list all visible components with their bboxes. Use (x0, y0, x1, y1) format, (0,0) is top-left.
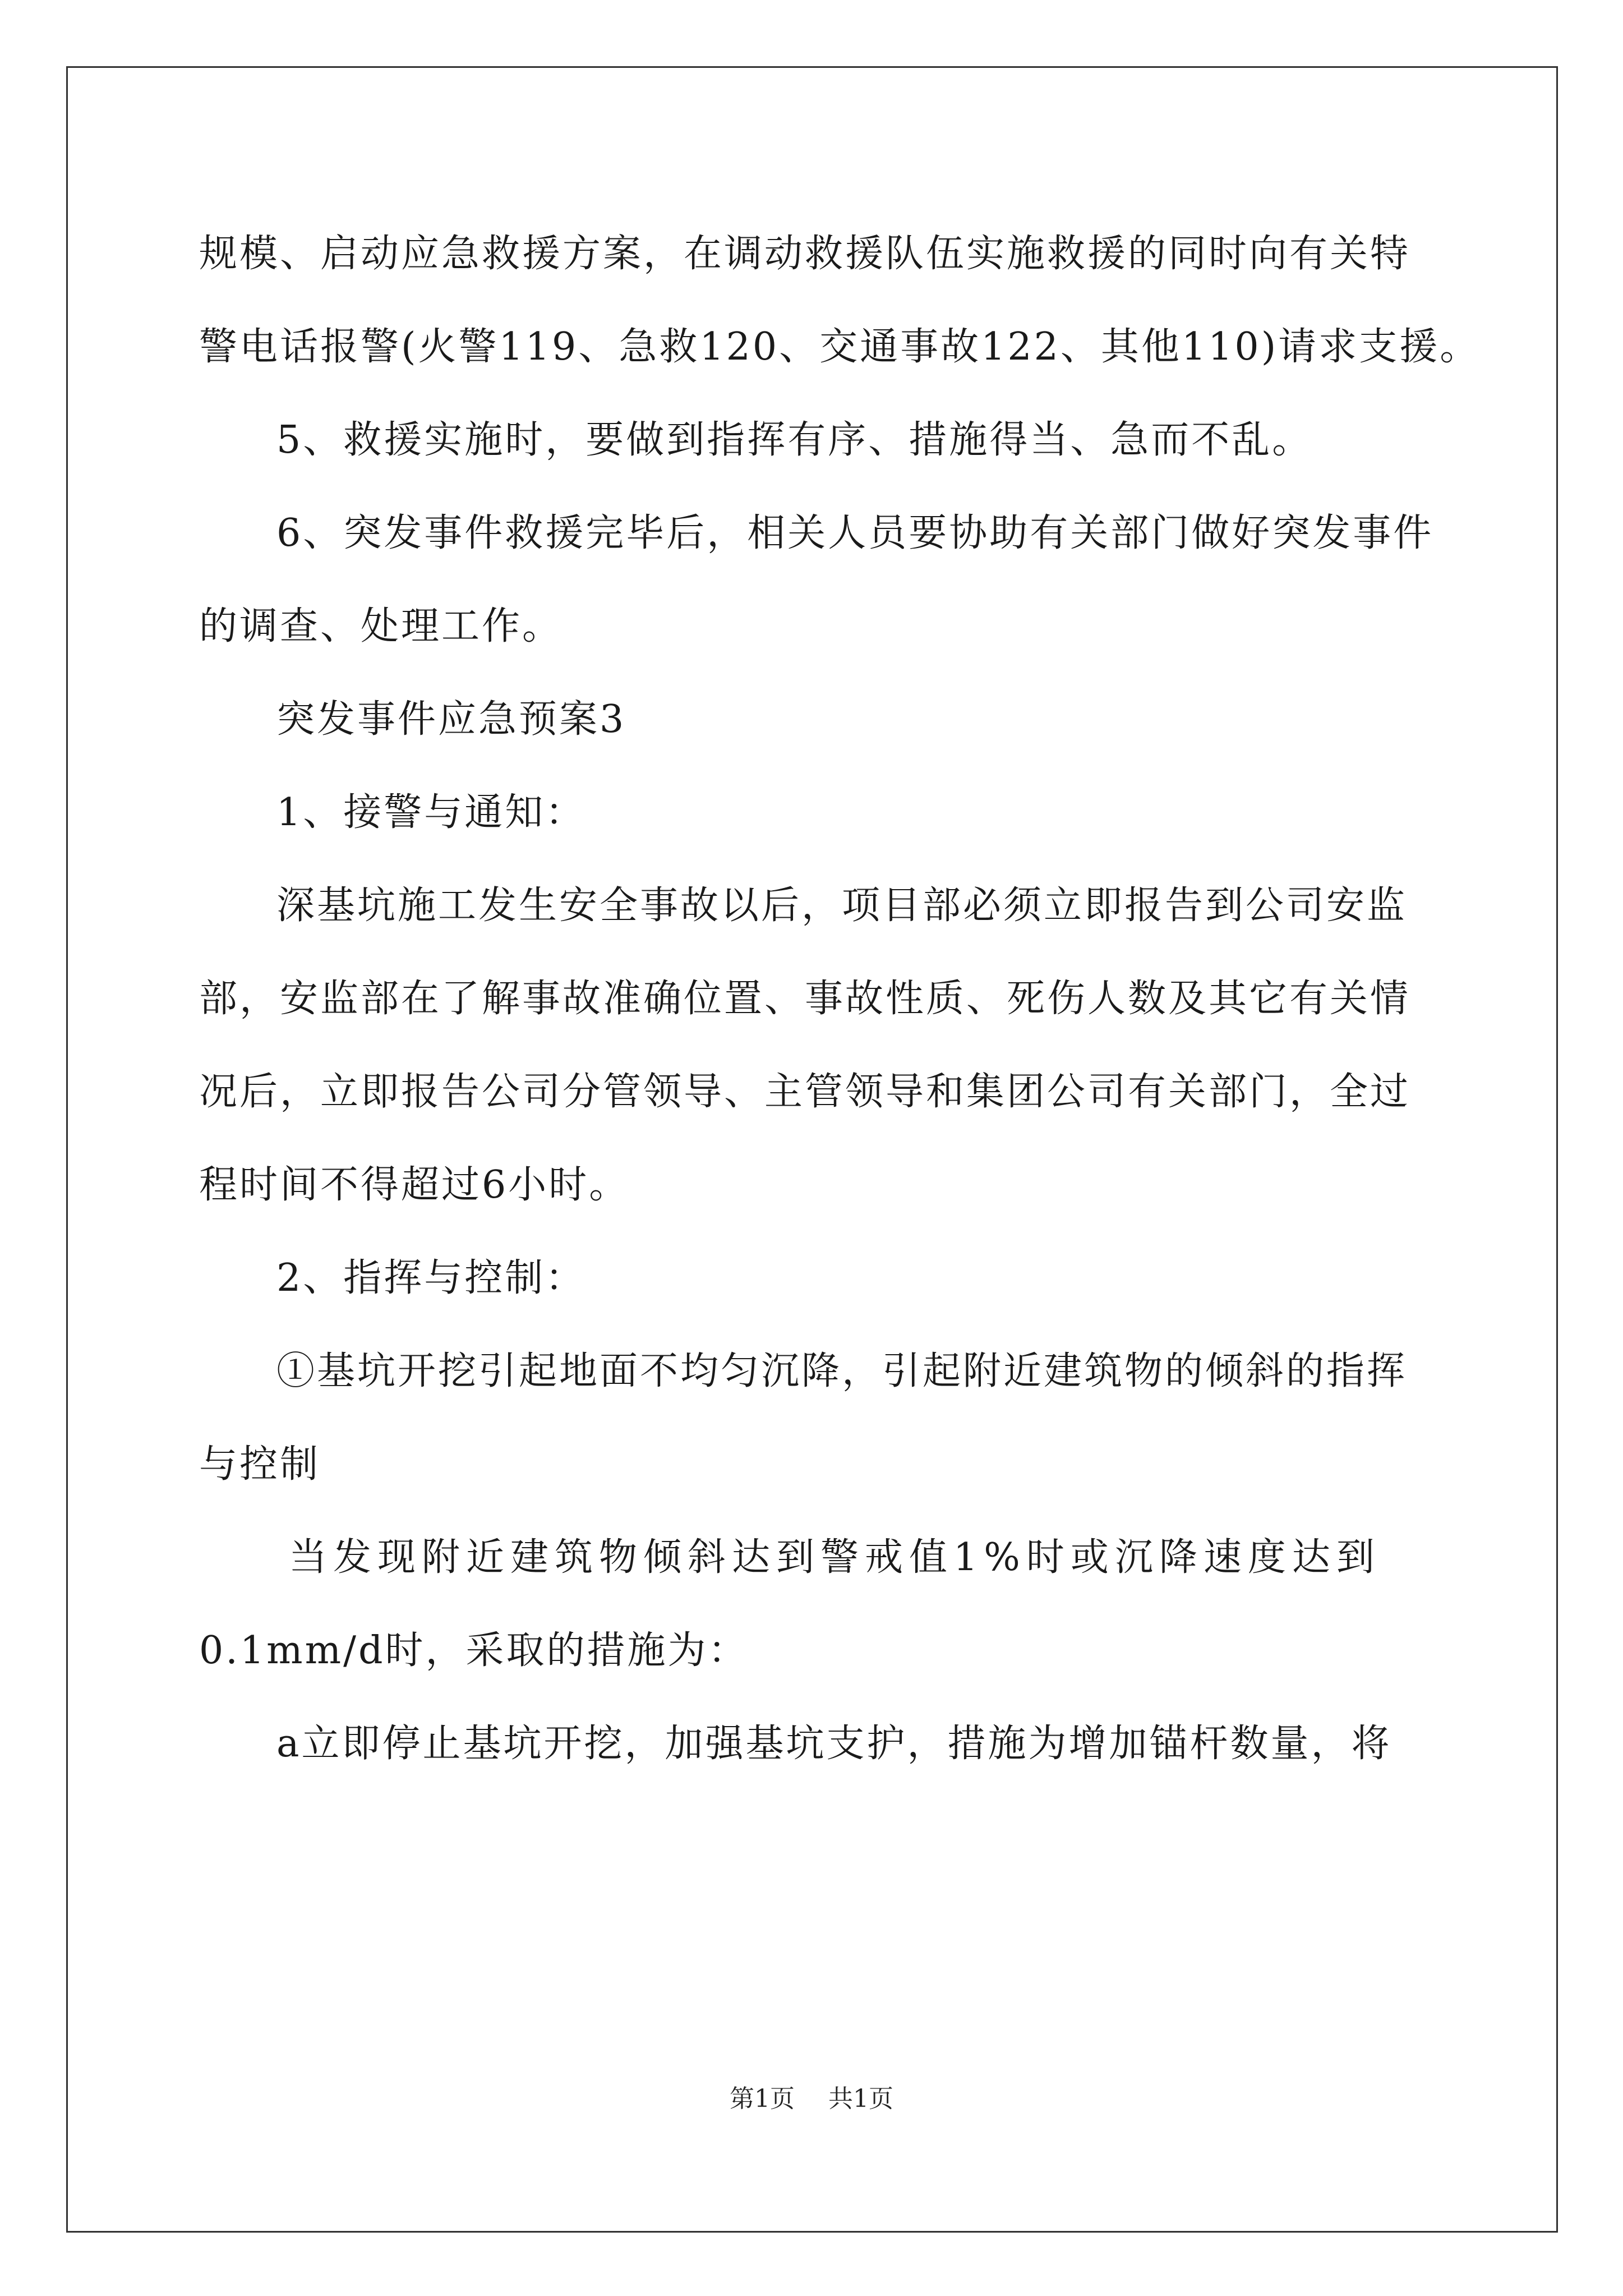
subsection-heading: 1、接警与通知： (276, 790, 586, 835)
document-body (199, 208, 1481, 1791)
text-line: 的调查、处理工作。 (199, 604, 563, 648)
subsection-heading: 2、指挥与控制： (276, 1256, 586, 1300)
page-total: 共1页 (828, 2085, 893, 2113)
text-line: 当发现附近建筑物倾斜达到警戒值1%时或沉降速度达到 (289, 1535, 1381, 1580)
page-footer (0, 2082, 1623, 2116)
text-line: 0.1mm/d时，采取的措施为： (199, 1628, 749, 1673)
text-line: 况后，立即报告公司分管领导、主管领导和集团公司有关部门，全过 (199, 1070, 1411, 1114)
text-line: a立即停止基坑开挖，加强基坑支护，措施为增加锚杆数量，将 (276, 1722, 1392, 1766)
section-heading: 突发事件应急预案3 (276, 697, 626, 742)
text-line: 规模、启动应急救援方案，在调动救援队伍实施救援的同时向有关特 (199, 232, 1411, 276)
text-line: 6、突发事件救援完毕后，相关人员要协助有关部门做好突发事件 (276, 511, 1434, 555)
text-line: ①基坑开挖引起地面不均匀沉降，引起附近建筑物的倾斜的指挥 (276, 1349, 1408, 1393)
text-line: 5、救援实施时，要做到指挥有序、措施得当、急而不乱。 (276, 418, 1313, 462)
text-line: 深基坑施工发生安全事故以后，项目部必须立即报告到公司安监 (276, 884, 1408, 928)
text-line: 与控制 (199, 1442, 321, 1487)
text-line: 部，安监部在了解事故准确位置、事故性质、死伤人数及其它有关情 (199, 977, 1411, 1021)
page-number: 第1页 (730, 2085, 795, 2113)
text-line: 警电话报警(火警119、急救120、交通事故122、其他110)请求支援。 (199, 325, 1481, 369)
text-line: 程时间不得超过6小时。 (199, 1163, 630, 1207)
